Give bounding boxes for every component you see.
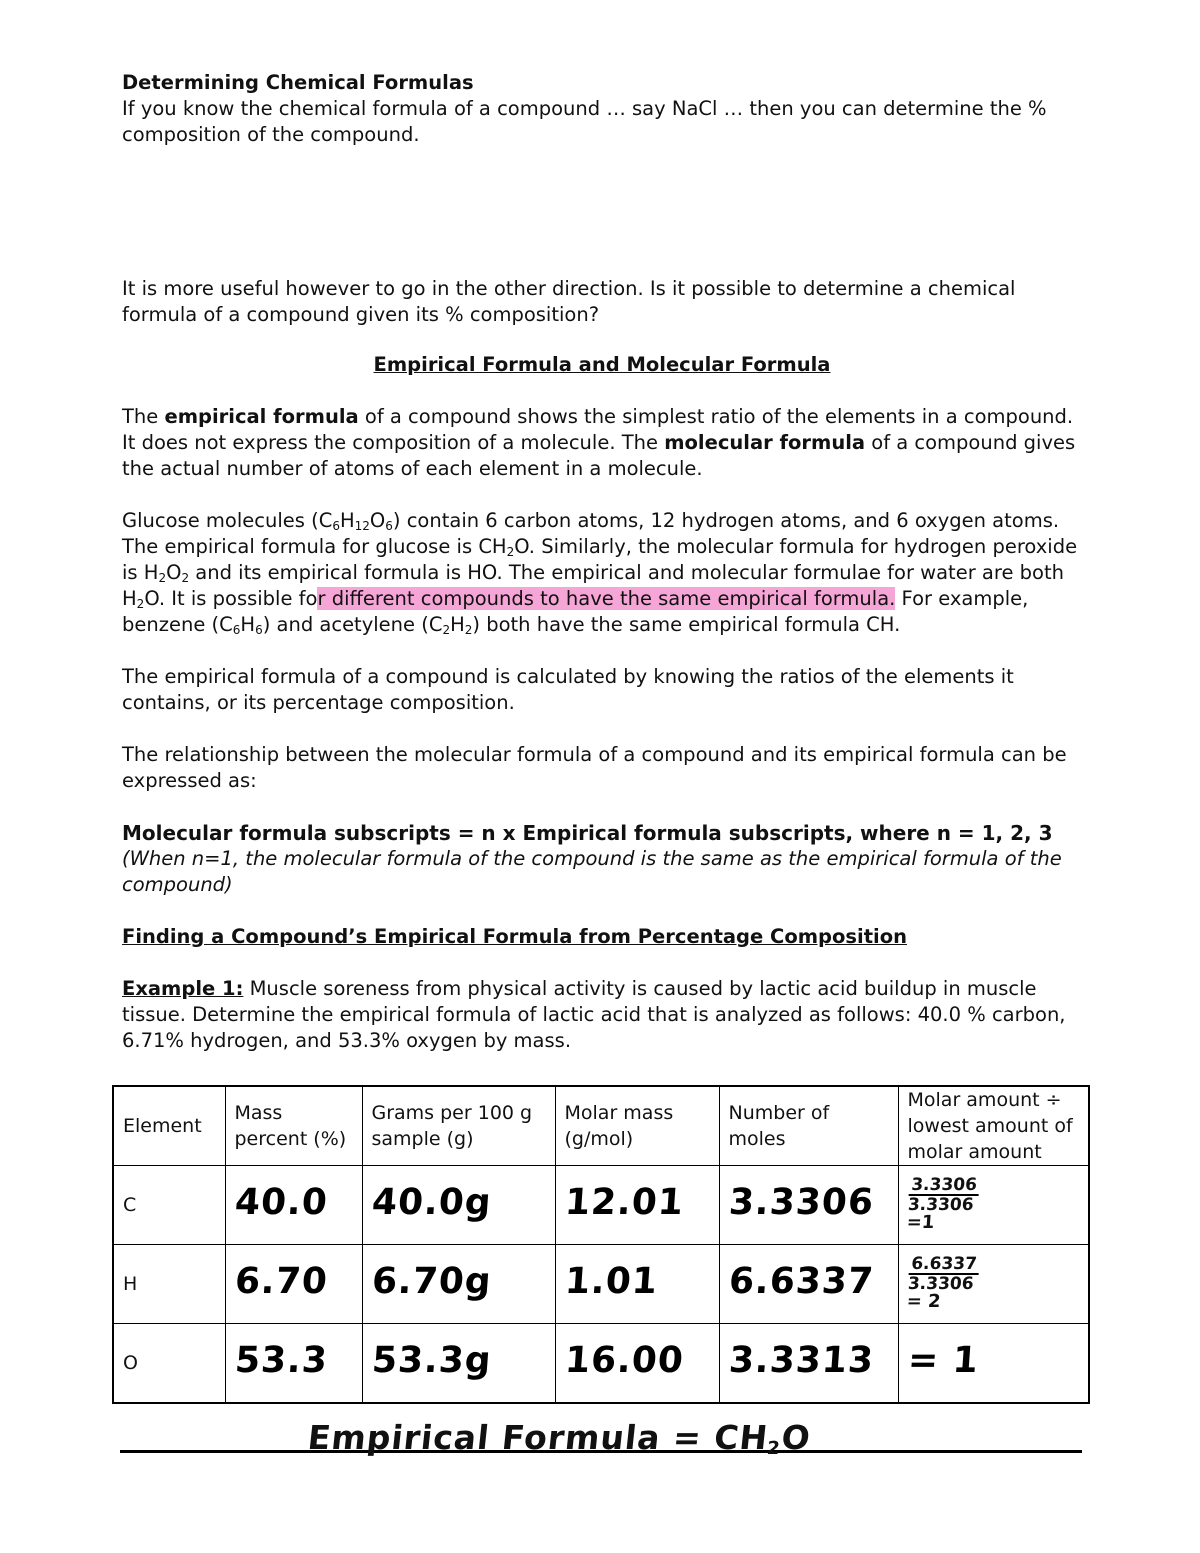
section-heading-percentage-composition: Finding a Compound’s Empirical Formula from Percentage Composition (122, 925, 907, 948)
question-paragraph: It is more useful however to go in the other direction. Is it possible to determine a chemical formula of a compound given its % composition? (122, 277, 1016, 326)
cell-molar-mass: 1.01 (555, 1245, 719, 1324)
cell-ratio: = 1 (898, 1324, 1089, 1404)
term-molecular-formula: molecular formula (664, 431, 866, 454)
header-molar-mass: Molar mass (g/mol) (555, 1086, 719, 1166)
cell-grams: 53.3g (362, 1324, 555, 1404)
glucose-paragraph: Glucose molecules $(C_6H_{12}O_6)$ contain 6 carbon atoms, 12 hydrogen atoms, and 6 oxygen atoms. The empirical formula for glucose is $CH_2O$. Similarly, the molecular formula for hydrogen peroxide is $H_2O_2$ and its empirical formula is HO. The empirical and molecular formulae for water are both $H_2O$. It is possible for different compounds to have the same empirical formula. For example, benzene $(C_6H_6)$ and acetylene $(C_2H_2)$ both have the same empirical formula CH. (122, 509, 1078, 637)
cell-moles: 3.3306 (719, 1166, 898, 1245)
definition-paragraph: The empirical formula of a compound shows the simplest ratio of the elements in a compound. It does not express the composition of a molecule. The molecular formula of a compound gives the actual number of atoms of each element in a molecule. (122, 405, 1076, 480)
cell-moles: 3.3313 (719, 1324, 898, 1404)
header-element: Element (113, 1086, 225, 1166)
header-mass-percent: Mass percent (%) (225, 1086, 362, 1166)
cell-mass-percent: 53.3 (225, 1324, 362, 1404)
cell-grams: 40.0g (362, 1166, 555, 1245)
cell-ratio: 6.6337 3.3306 = 2 (898, 1245, 1089, 1324)
empirical-formula-answer: Empirical Formula = $CH_2O$ (305, 1418, 813, 1459)
table-row (113, 1245, 1089, 1324)
term-empirical-formula: empirical formula (164, 405, 359, 428)
table-row (113, 1324, 1089, 1404)
blank-space (122, 148, 1082, 276)
example-label: Example 1: (122, 977, 244, 1000)
cell-moles: 6.6337 (719, 1245, 898, 1324)
example-paragraph: Example 1: Muscle soreness from physical activity is caused by lactic acid buildup in muscle tissue. Determine the empirical formula of lactic acid that is analyzed as follows: 40.0 % carbon, 6.71% hydrogen, and 53.3% oxygen by mass. (122, 977, 1066, 1052)
equation-note: (When n=1, the molecular formula of the compound is the same as the empirical formula of the compound) (122, 847, 1062, 896)
table-header-row (113, 1086, 1089, 1166)
cell-mass-percent: 40.0 (225, 1166, 362, 1245)
cell-element: H (113, 1245, 225, 1324)
page-title: Determining Chemical Formulas (122, 71, 474, 94)
cell-grams: 6.70g (362, 1245, 555, 1324)
calculation-paragraph: The empirical formula of a compound is calculated by knowing the ratios of the elements it contains, or its percentage composition. (122, 665, 1014, 714)
document-body (122, 70, 1082, 1054)
cell-molar-mass: 12.01 (555, 1166, 719, 1245)
highlighted-text: r different compounds to have the same empirical formula. (317, 587, 896, 610)
cell-mass-percent: 6.70 (225, 1245, 362, 1324)
table-row (113, 1166, 1089, 1245)
intro-paragraph: If you know the chemical formula of a compound … say NaCl … then you can determine the % composition of the compound. (122, 97, 1047, 146)
relationship-paragraph: The relationship between the molecular formula of a compound and its empirical formula can be expressed as: (122, 743, 1067, 792)
cell-element: O (113, 1324, 225, 1404)
cell-molar-mass: 16.00 (555, 1324, 719, 1404)
cell-element: C (113, 1166, 225, 1245)
header-grams: Grams per 100 g sample (g) (362, 1086, 555, 1166)
header-ratio: Molar amount ÷ lowest amount of molar amount (898, 1086, 1089, 1166)
header-moles: Number of moles (719, 1086, 898, 1166)
cell-ratio: 3.3306 3.3306 =1 (898, 1166, 1089, 1245)
composition-table (112, 1085, 1090, 1404)
section-heading-empirical-molecular: Empirical Formula and Molecular Formula (373, 353, 831, 376)
formula-equation: Molecular formula subscripts = n x Empirical formula subscripts, where n = 1, 2, 3 (122, 821, 1053, 845)
